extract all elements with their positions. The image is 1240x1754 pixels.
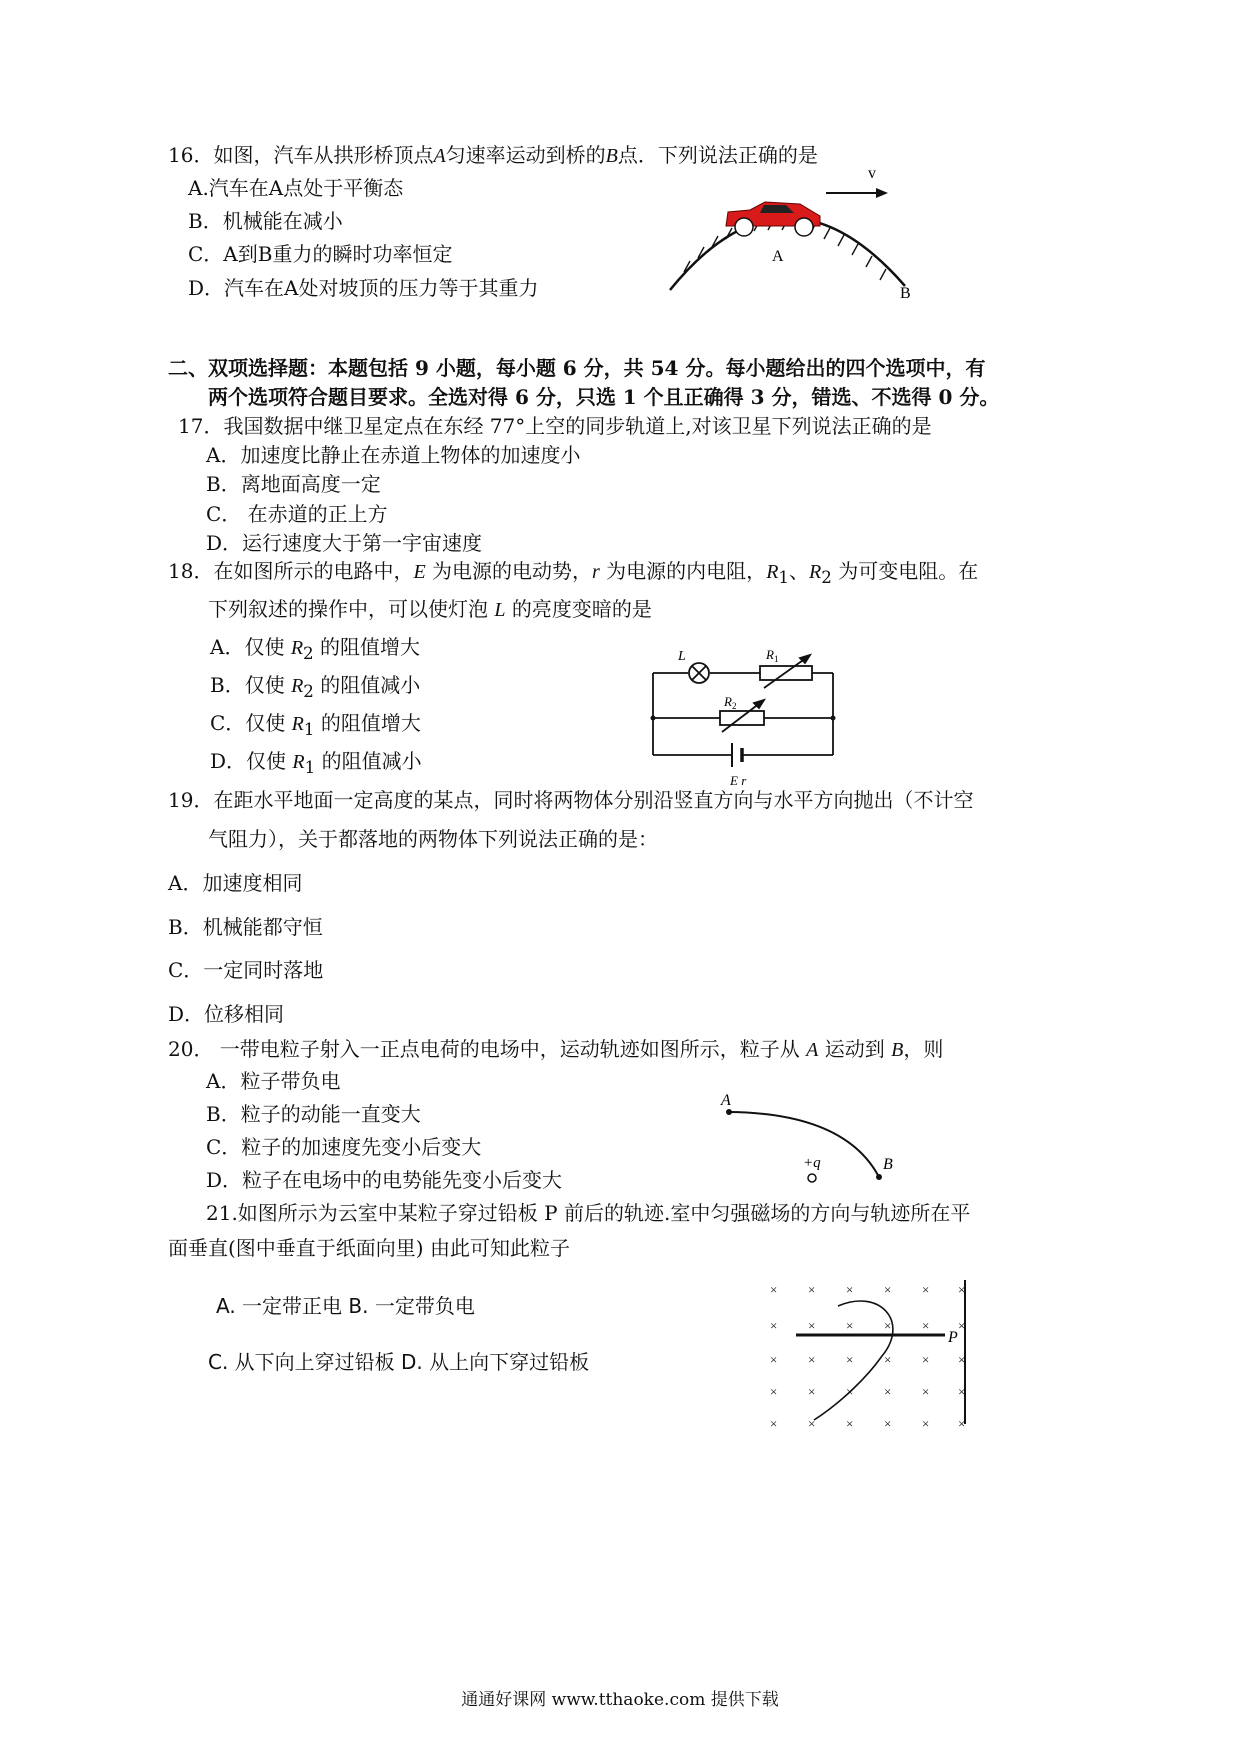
q21-stem-line-1: 21.如图所示为云室中某粒子穿过铅板 P 前后的轨迹.室中匀强磁场的方向与轨迹所在平	[206, 1201, 971, 1225]
q17-option-d: D．运行速度大于第一宇宙速度	[206, 531, 483, 555]
q17-option-a: A．加速度比静止在赤道上物体的加速度小	[206, 443, 581, 467]
field-mark-icon: ×	[958, 1352, 966, 1367]
field-mark-icon: ×	[846, 1384, 854, 1399]
q20-option-b: B．粒子的动能一直变大	[206, 1102, 421, 1126]
field-mark-icon: ×	[884, 1352, 892, 1367]
field-mark-icon: ×	[808, 1282, 816, 1297]
q21-stem-line-2: 面垂直(图中垂直于纸面向里) 由此可知此粒子	[168, 1236, 570, 1260]
point-a-label: A	[721, 1092, 731, 1109]
field-mark-icon: ×	[770, 1352, 778, 1367]
field-mark-icon: ×	[922, 1416, 930, 1431]
field-mark-icon: ×	[922, 1352, 930, 1367]
q18-stem-line-2: 下列叙述的操作中，可以使灯泡 L 的亮度变暗的是	[208, 597, 652, 621]
field-mark-icon: ×	[922, 1318, 930, 1333]
q18-option-c: C．仅使 $R_1$ 的阻值增大	[210, 711, 421, 739]
field-mark-icon: ×	[958, 1318, 966, 1333]
q16-option-c: C．A到B重力的瞬时功率恒定	[188, 242, 453, 266]
point-charge-icon	[808, 1174, 816, 1182]
q16-option-a: A.汽车在A点处于平衡态	[188, 176, 404, 200]
q18-circuit-figure	[640, 640, 850, 790]
q21-options-row-1: A. 一定带正电 B. 一定带负电	[216, 1294, 475, 1318]
lamp-icon	[689, 663, 709, 683]
point-b-label: B	[900, 285, 911, 302]
field-mark-icon: ×	[770, 1384, 778, 1399]
q19-option-c: C．一定同时落地	[168, 958, 324, 982]
field-mark-icon: ×	[958, 1416, 966, 1431]
r2-label: $R_2$	[724, 694, 737, 711]
velocity-label: v	[868, 165, 876, 182]
field-mark-icon: ×	[884, 1384, 892, 1399]
q18-option-a: A．仅使 $R_2$ 的阻值增大	[210, 635, 420, 663]
field-mark-icon: ×	[846, 1318, 854, 1333]
field-mark-icon: ×	[808, 1352, 816, 1367]
point-b-label: B	[883, 1156, 893, 1173]
section-2-heading-line-1: 二、双项选择题：本题包括 9 小题，每小题 6 分，共 54 分。每小题给出的四个选项中，有	[168, 356, 986, 380]
q16-option-d: D．汽车在A处对坡顶的压力等于其重力	[188, 276, 539, 300]
field-mark-icon: ×	[846, 1282, 854, 1297]
point-a-label: A	[772, 248, 784, 265]
q18-option-d: D．仅使 $R_1$ 的阻值减小	[210, 749, 422, 777]
q16-stem: 16．如图，汽车从拱形桥顶点A匀速率运动到桥的B点．下列说法正确的是	[168, 143, 818, 167]
section-2-heading-line-2: 两个选项符合题目要求。全选对得 6 分，只选 1 个且正确得 3 分，错选、不选得 0 分。	[208, 385, 1000, 409]
q19-stem-line-2: 气阻力），关于都落地的两物体下列说法正确的是：	[208, 827, 658, 851]
q17-option-b: B．离地面高度一定	[206, 472, 381, 496]
q19-stem-line-1: 19．在距水平地面一定高度的某点，同时将两物体分别沿竖直方向与水平方向抛出（不计空	[168, 788, 974, 812]
field-mark-icon: ×	[884, 1282, 892, 1297]
charge-label: +q	[803, 1155, 821, 1171]
plate-label: P	[948, 1329, 958, 1346]
particle-track	[814, 1301, 893, 1420]
battery-label: E r	[730, 773, 747, 788]
q16-option-b: B．机械能在减小	[188, 209, 343, 233]
junction-dot	[831, 716, 836, 721]
point-a-dot	[726, 1109, 732, 1115]
q17-option-c: C． 在赤道的正上方	[206, 502, 388, 526]
field-mark-icon: ×	[770, 1282, 778, 1297]
q19-option-b: B．机械能都守恒	[168, 915, 323, 939]
field-mark-icon: ×	[958, 1282, 966, 1297]
q21-options-row-2: C. 从下向上穿过铅板 D. 从上向下穿过铅板	[208, 1350, 590, 1374]
battery-icon	[732, 743, 742, 767]
field-mark-icon: ×	[808, 1384, 816, 1399]
field-mark-icon: ×	[884, 1318, 892, 1333]
field-mark-icon: ×	[770, 1416, 778, 1431]
bridge-arc	[670, 218, 905, 290]
field-mark-icon: ×	[770, 1318, 778, 1333]
q18-stem-line-1: 18．在如图所示的电路中，E 为电源的电动势，r 为电源的内电阻，$R_1$、$R_2$ 为可变电阻。在	[168, 559, 979, 587]
q19-option-a: A．加速度相同	[168, 871, 303, 895]
field-mark-icon: ×	[808, 1416, 816, 1431]
field-mark-icon: ×	[958, 1384, 966, 1399]
q20-option-c: C．粒子的加速度先变小后变大	[206, 1135, 482, 1159]
field-mark-icon: ×	[922, 1384, 930, 1399]
field-mark-icon: ×	[884, 1416, 892, 1431]
q20-stem: 20． 一带电粒子射入一正点电荷的电场中，运动轨迹如图所示，粒子从 A 运动到 B，则	[168, 1037, 944, 1061]
r1-label: $R_1$	[766, 647, 779, 664]
q21-cloud-chamber-figure	[760, 1272, 975, 1432]
lamp-label: L	[678, 649, 686, 664]
car-icon	[726, 202, 820, 236]
q20-option-d: D．粒子在电场中的电势能先变小后变大	[206, 1168, 563, 1192]
bridge-hatching	[684, 219, 886, 280]
magnetic-field-marks	[770, 1282, 965, 1431]
q17-stem: 17．我国数据中继卫星定点在东经 77°上空的同步轨道上,对该卫星下列说法正确的是	[178, 414, 932, 438]
q20-option-a: A．粒子带负电	[206, 1069, 341, 1093]
velocity-arrowhead-icon	[876, 188, 888, 198]
page-footer: 通通好课网 www.tthaoke.com 提供下载	[461, 1690, 779, 1710]
q18-option-b: B．仅使 $R_2$ 的阻值减小	[210, 673, 421, 701]
field-mark-icon: ×	[922, 1282, 930, 1297]
q20-trajectory-figure	[715, 1085, 915, 1195]
junction-dot	[651, 716, 656, 721]
q16-bridge-figure	[660, 158, 930, 303]
field-mark-icon: ×	[846, 1352, 854, 1367]
field-mark-icon: ×	[808, 1318, 816, 1333]
point-b-dot	[876, 1174, 882, 1180]
field-mark-icon: ×	[846, 1416, 854, 1431]
q19-option-d: D．位移相同	[168, 1002, 285, 1026]
